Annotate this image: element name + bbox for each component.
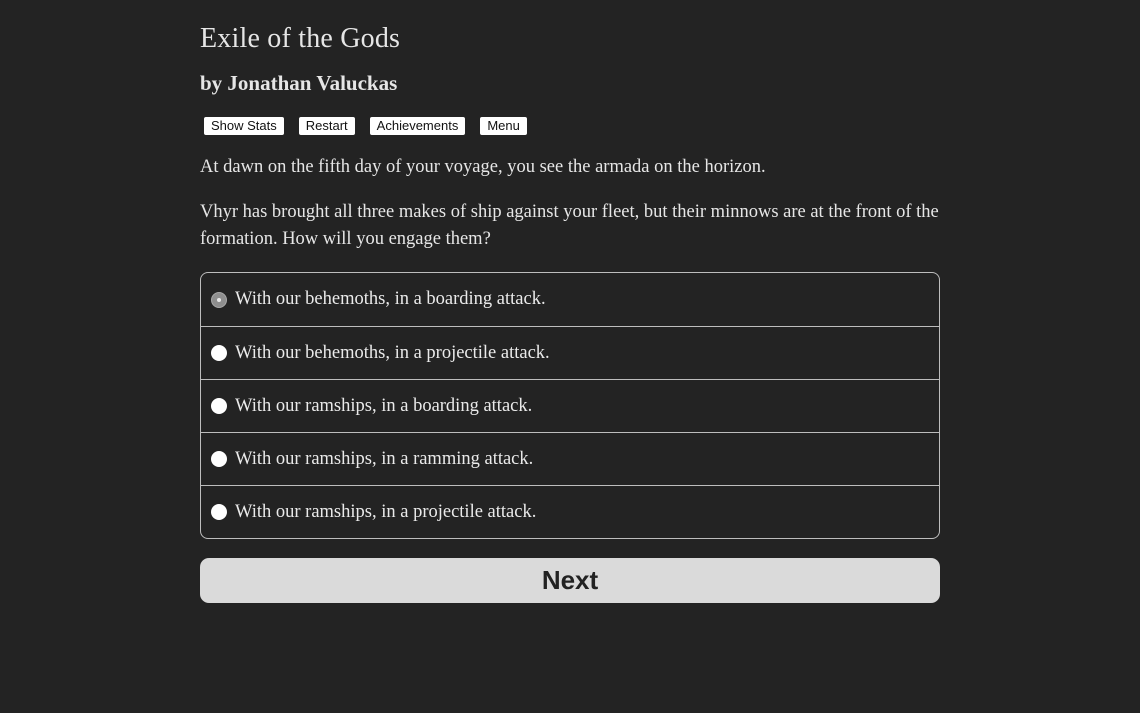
toolbar bbox=[204, 117, 527, 135]
restart-button[interactable]: Restart bbox=[299, 117, 355, 135]
choice-option-5[interactable] bbox=[201, 485, 939, 538]
choice-label: With our ramships, in a boarding attack. bbox=[235, 395, 533, 416]
choice-label: With our behemoths, in a boarding attack. bbox=[235, 289, 546, 309]
radio-button-3[interactable] bbox=[211, 398, 227, 414]
radio-button-5[interactable] bbox=[211, 504, 227, 520]
choice-option-1[interactable] bbox=[201, 273, 939, 326]
menu-button[interactable]: Menu bbox=[480, 117, 527, 135]
choice-option-4[interactable] bbox=[201, 432, 939, 485]
show-stats-button[interactable]: Show Stats bbox=[204, 117, 284, 135]
choice-list bbox=[200, 272, 940, 539]
choice-option-2[interactable] bbox=[201, 326, 939, 379]
choice-label: With our ramships, in a projectile attack. bbox=[235, 501, 537, 522]
radio-button-4[interactable] bbox=[211, 451, 227, 467]
choice-option-3[interactable] bbox=[201, 379, 939, 432]
radio-button-2[interactable] bbox=[211, 345, 227, 361]
story-paragraph-2: Vhyr has brought all three makes of ship against your fleet, but their minnows are at the front of the formation. How will you engage them? bbox=[200, 202, 939, 249]
next-button[interactable]: Next bbox=[200, 558, 940, 603]
game-title: Exile of the Gods bbox=[200, 23, 401, 54]
achievements-button[interactable]: Achievements bbox=[370, 117, 466, 135]
story-paragraph-1: At dawn on the fifth day of your voyage, you see the armada on the horizon. bbox=[200, 157, 766, 177]
radio-button-1[interactable] bbox=[211, 292, 227, 308]
game-author: by Jonathan Valuckas bbox=[200, 71, 398, 95]
choice-label: With our behemoths, in a projectile attack. bbox=[235, 342, 550, 363]
choice-label: With our ramships, in a ramming attack. bbox=[235, 448, 534, 469]
